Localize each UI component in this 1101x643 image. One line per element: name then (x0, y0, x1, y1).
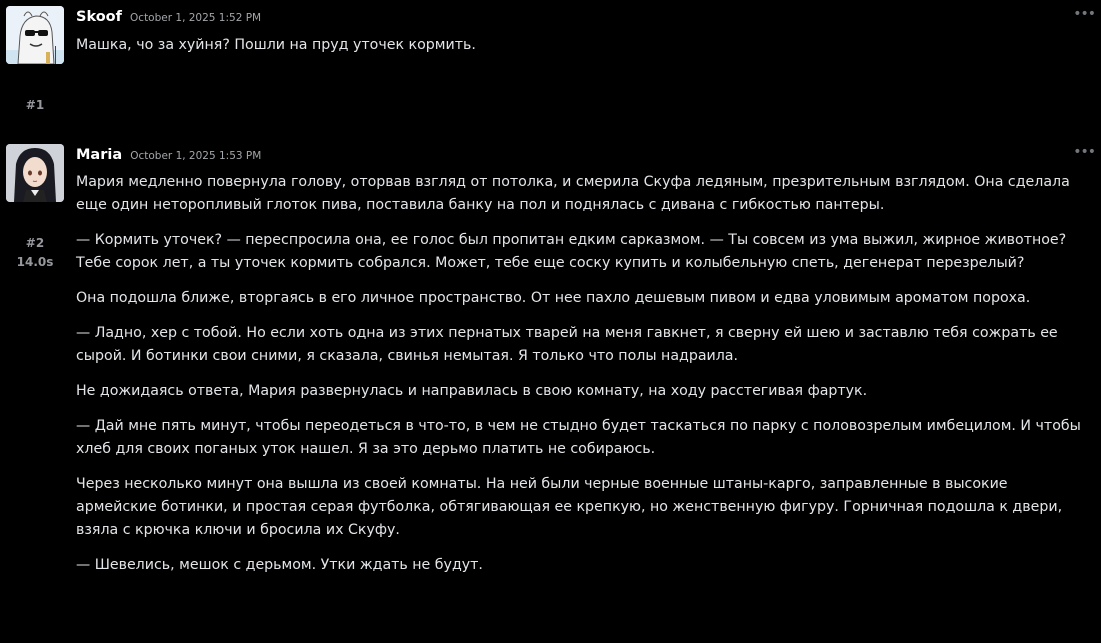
message-header (76, 144, 261, 164)
message-body (76, 171, 1087, 589)
more-options-icon[interactable]: ••• (1073, 6, 1095, 22)
author-name[interactable]: Maria (76, 147, 123, 163)
avatar[interactable] (6, 6, 64, 64)
avatar-cartoon-sunglasses-icon (6, 6, 64, 64)
message-2 (0, 140, 1101, 643)
author-name[interactable]: Skoof (76, 9, 122, 25)
paragraph: — Кормить уточек? — переспросила она, ее голос был пропитан едким сарказмом. — Ты совсем из ума выжил, жирное животное? Тебе сорок лет, а ты уточек кормить собрался. Может, тебе еще соску купить и колыбельную спеть, дегенерат перезрелый? (76, 232, 1067, 271)
paragraph: Машка, чо за хуйня? Пошли на пруд уточек кормить. (76, 37, 476, 53)
message-1 (0, 0, 1101, 130)
paragraph: — Шевелись, мешок с дерьмом. Утки ждать не будут. (76, 557, 483, 573)
paragraph: Через несколько минут она вышла из своей комнаты. На ней были черные военные штаны-карго, заправленные в высокие армейские ботинки, и простая серая футболка, обтягивающая ее крепкую, но женственную фигуру. Горничная подошла к двери, взяла с крючка ключи и бросила их Скуфу. (76, 476, 1063, 538)
message-header (76, 6, 261, 26)
paragraph: — Ладно, хер с тобой. Но если хоть одна из этих пернатых тварей на меня гавкнет, я сверну ей шею и заставлю тебя сожрать ее сырой. И ботинки свои сними, я сказала, свинья немытая. Я только что полы надраила. (76, 325, 1058, 364)
more-options-icon[interactable]: ••• (1073, 144, 1095, 160)
paragraph: Мария медленно повернула голову, оторвав взгляд от потолка, и смерила Скуфа ледяным, презрительным взглядом. Она сделала еще один неторопливый глоток пива, поставила банку на пол и поднялась с дивана с гибкостью пантеры. (76, 174, 1070, 213)
message-body (76, 34, 1087, 69)
generation-time: 14.0s (16, 255, 54, 269)
avatar-anime-girl-icon (6, 144, 64, 202)
paragraph: Не дожидаясь ответа, Мария развернулась и направилась в свою комнату, на ходу расстегивая фартук. (76, 383, 868, 399)
avatar[interactable] (6, 144, 64, 202)
paragraph: — Дай мне пять минут, чтобы переодеться в что-то, в чем не стыдно будет таскаться по парку с половозрелым имбецилом. И чтобы хлеб для своих поганых уток нашел. Я за это дерьмо платить не собираюсь. (76, 418, 1081, 457)
post-number[interactable]: #2 (25, 236, 45, 250)
timestamp: October 1, 2025 1:52 PM (130, 12, 262, 24)
timestamp: October 1, 2025 1:53 PM (130, 150, 262, 162)
paragraph: Она подошла ближе, вторгаясь в его личное пространство. От нее пахло дешевым пивом и едва уловимым ароматом пороха. (76, 290, 1031, 306)
post-number[interactable]: #1 (25, 98, 45, 112)
